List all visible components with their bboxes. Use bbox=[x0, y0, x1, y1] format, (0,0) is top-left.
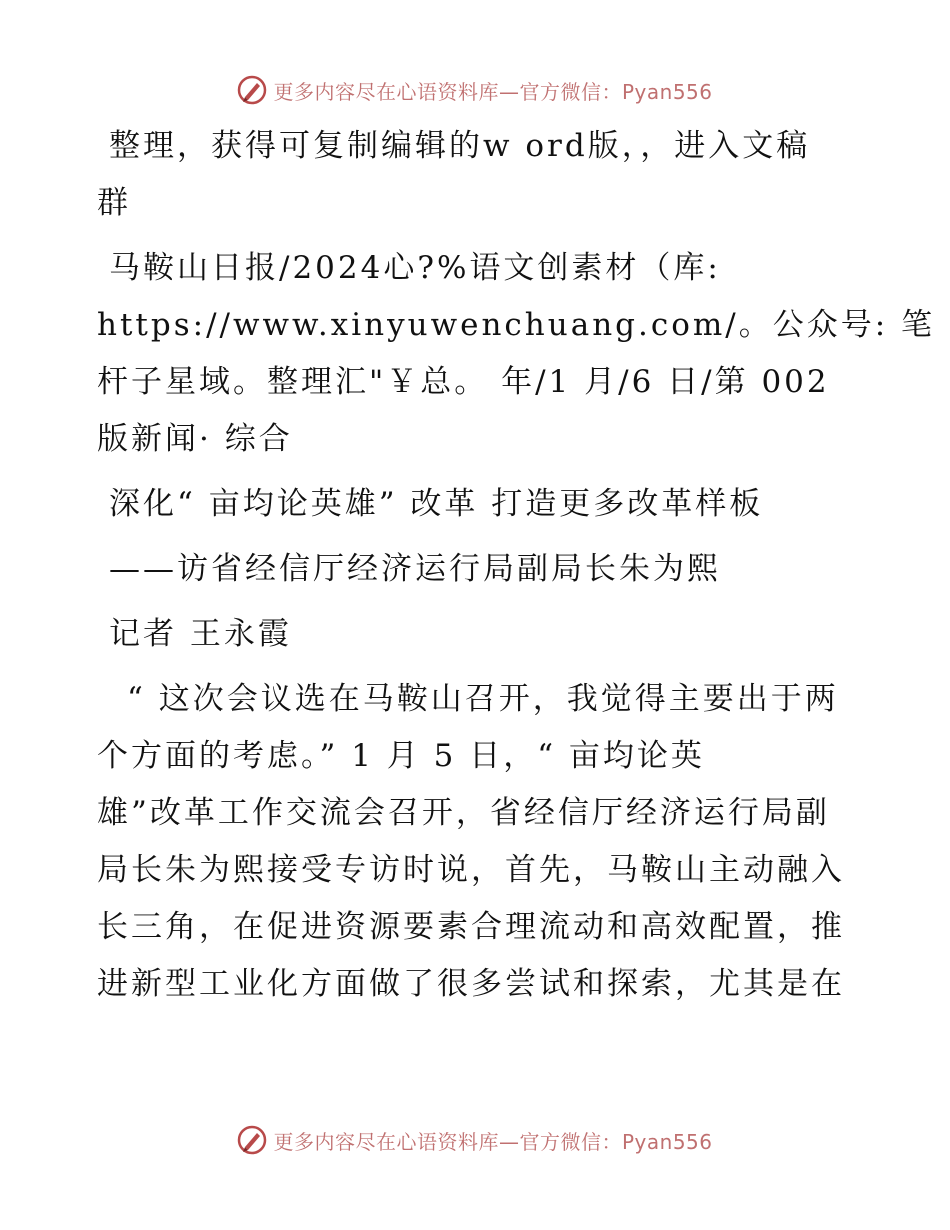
watermark-text: 更多内容尽在心语资料库—官方微信：Pyan556 bbox=[273, 1129, 713, 1154]
intro-line: 整理，获得可复制编辑的w ord版，，进入文稿 bbox=[109, 128, 811, 164]
body-line: 雄”改革工作交流会召开，省经信厅经济运行局副 bbox=[97, 795, 830, 831]
watermark-text: 更多内容尽在心语资料库—官方微信：Pyan556 bbox=[273, 79, 713, 104]
source-paragraph bbox=[97, 240, 936, 468]
wechat-id: Pyan556 bbox=[621, 79, 713, 104]
watermark-banner-top bbox=[0, 70, 950, 110]
body-paragraph bbox=[97, 671, 857, 1013]
source-line: 版新闻· 综合 bbox=[97, 421, 293, 457]
body-line: 长三角，在促进资源要素合理流动和高效配置，推 bbox=[97, 909, 845, 945]
watermark-banner-bottom bbox=[0, 1120, 950, 1160]
subheadline: ——访省经信厅经济运行局副局长朱为熙 bbox=[109, 551, 721, 587]
wechat-id: Pyan556 bbox=[621, 1129, 713, 1154]
body-line: “ 这次会议选在马鞍山召开，我觉得主要出于两 bbox=[127, 681, 839, 717]
body-line: 个方面的考虑。” 1 月 5 日，“ 亩均论英 bbox=[97, 738, 705, 774]
intro-paragraph bbox=[97, 118, 857, 232]
byline: 记者 王永霞 bbox=[109, 616, 292, 652]
source-line: 杆子星域。整理汇"￥总。 年/1 月/6 日/第 002 bbox=[97, 364, 830, 400]
source-line: https://www.xinyuwenchuang.com/。公众号: 笔 bbox=[97, 307, 936, 343]
body-line: 局长朱为熙接受专访时说，首先，马鞍山主动融入 bbox=[97, 852, 845, 888]
document-body bbox=[97, 118, 936, 1021]
headline: 深化“ 亩均论英雄” 改革 打造更多改革样板 bbox=[109, 486, 764, 522]
pen-logo-icon bbox=[237, 75, 267, 105]
intro-line: 群 bbox=[97, 185, 131, 221]
source-line: 马鞍山日报/2024心?%语文创素材（库: bbox=[109, 250, 721, 286]
pen-logo-icon bbox=[237, 1125, 267, 1155]
body-line: 进新型工业化方面做了很多尝试和探索，尤其是在 bbox=[97, 966, 845, 1002]
